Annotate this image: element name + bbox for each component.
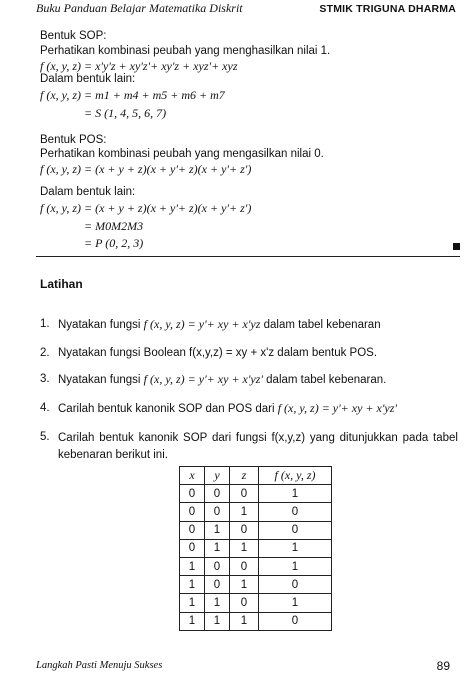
cell-z: 0 — [230, 594, 259, 612]
table-row — [180, 576, 332, 594]
cell-x: 1 — [180, 594, 205, 612]
exercise-text — [58, 401, 397, 416]
table-row — [180, 557, 332, 575]
sop-formula: f (x, y, z) = x'y'z + xy'z'+ xy'z + xyz'+ xyz — [40, 59, 238, 73]
cell-y: 1 — [205, 594, 230, 612]
exercise-tail: dalam tabel kebenaran — [263, 319, 381, 331]
pos-m-product: = M0M2M3 — [84, 219, 144, 233]
exercise-function: f (x, y, z) = y'+ xy + x'yz' — [277, 401, 397, 415]
exercise-prompt: Carilah bentuk kanonik SOP dan POS dari — [58, 403, 275, 415]
cell-z: 1 — [230, 503, 259, 521]
exercise-text: Carilah bentuk kanonik SOP dari fungsi f(x,y,z) yang ditunjukkan pada tabel kebenaran berikut ini. — [58, 432, 458, 461]
sop-sigma-formula: = S (1, 4, 5, 6, 7) — [84, 106, 167, 120]
exercise-heading: Latihan — [40, 277, 83, 291]
pos-pi-formula: = P (0, 2, 3) — [84, 236, 144, 250]
cell-y: 1 — [205, 539, 230, 557]
exercise-function: f (x, y, z) = y'+ xy + x'yz — [143, 317, 261, 331]
header-y: y — [205, 467, 230, 485]
pos-alt-title: Dalam bentuk lain: — [40, 186, 136, 198]
cell-x: 1 — [180, 576, 205, 594]
book-title: Buku Panduan Belajar Matematika Diskrit — [36, 1, 243, 15]
pos-title: Bentuk POS: — [40, 134, 107, 146]
cell-x: 1 — [180, 612, 205, 630]
cell-f: 0 — [259, 521, 332, 539]
cell-z: 0 — [230, 485, 259, 503]
exercise-tail: dalam tabel kebenaran. — [266, 374, 387, 386]
institution-name: STMIK TRIGUNA DHARMA — [319, 3, 456, 15]
footer-motto: Langkah Pasti Menuju Sukses — [36, 660, 163, 671]
exercise-text — [58, 317, 381, 332]
table-row — [180, 594, 332, 612]
cell-f: 0 — [259, 503, 332, 521]
cell-y: 1 — [205, 612, 230, 630]
cell-f: 1 — [259, 539, 332, 557]
cell-x: 0 — [180, 485, 205, 503]
exercise-function: f (x, y, z) = y'+ xy + x'yz' — [143, 372, 263, 386]
section-divider — [36, 256, 460, 257]
cell-y: 0 — [205, 557, 230, 575]
exercise-number: 4. — [40, 402, 50, 414]
cell-f: 1 — [259, 485, 332, 503]
sop-alt-title: Dalam bentuk lain: — [40, 73, 136, 85]
truth-table-header — [180, 467, 332, 485]
pos-maxterm-formula: f (x, y, z) = (x + y + z)(x + y'+ z)(x + y'+ z') — [40, 201, 252, 215]
cell-f: 0 — [259, 612, 332, 630]
cell-f: 0 — [259, 576, 332, 594]
cell-x: 0 — [180, 539, 205, 557]
exercise-text: Nyatakan fungsi Boolean f(x,y,z) = xy + x'z dalam bentuk POS. — [58, 347, 378, 359]
table-row — [180, 485, 332, 503]
cell-y: 0 — [205, 576, 230, 594]
cell-x: 0 — [180, 521, 205, 539]
page-number: 89 — [436, 659, 450, 673]
cell-f: 1 — [259, 594, 332, 612]
table-row — [180, 612, 332, 630]
exercise-number: 3. — [40, 373, 50, 385]
header-x: x — [180, 467, 205, 485]
cell-z: 0 — [230, 521, 259, 539]
table-row — [180, 503, 332, 521]
header-z: z — [230, 467, 259, 485]
cell-y: 0 — [205, 503, 230, 521]
cell-z: 1 — [230, 539, 259, 557]
cell-y: 1 — [205, 521, 230, 539]
cell-z: 1 — [230, 576, 259, 594]
sop-title: Bentuk SOP: — [40, 30, 107, 42]
pos-formula: f (x, y, z) = (x + y + z)(x + y'+ z)(x + y'+ z') — [40, 162, 252, 176]
sop-minterm-formula: f (x, y, z) = m1 + m4 + m5 + m6 + m7 — [40, 88, 225, 102]
cell-x: 1 — [180, 557, 205, 575]
table-row — [180, 539, 332, 557]
table-row — [180, 521, 332, 539]
cell-f: 1 — [259, 557, 332, 575]
exercise-number: 2. — [40, 347, 50, 359]
exercise-text — [58, 372, 386, 387]
section-end-marker — [453, 243, 460, 250]
exercise-prompt: Nyatakan fungsi — [58, 374, 141, 386]
cell-z: 1 — [230, 612, 259, 630]
truth-table — [179, 466, 332, 631]
cell-z: 0 — [230, 557, 259, 575]
pos-description: Perhatikan kombinasi peubah yang mengasilkan nilai 0. — [40, 148, 324, 160]
sop-description: Perhatikan kombinasi peubah yang menghasilkan nilai 1. — [40, 45, 331, 57]
header-f: f (x, y, z) — [259, 467, 332, 485]
cell-y: 0 — [205, 485, 230, 503]
exercise-number: 5. — [40, 431, 50, 443]
exercise-prompt: Nyatakan fungsi — [58, 319, 141, 331]
cell-x: 0 — [180, 503, 205, 521]
exercise-number: 1. — [40, 318, 50, 330]
